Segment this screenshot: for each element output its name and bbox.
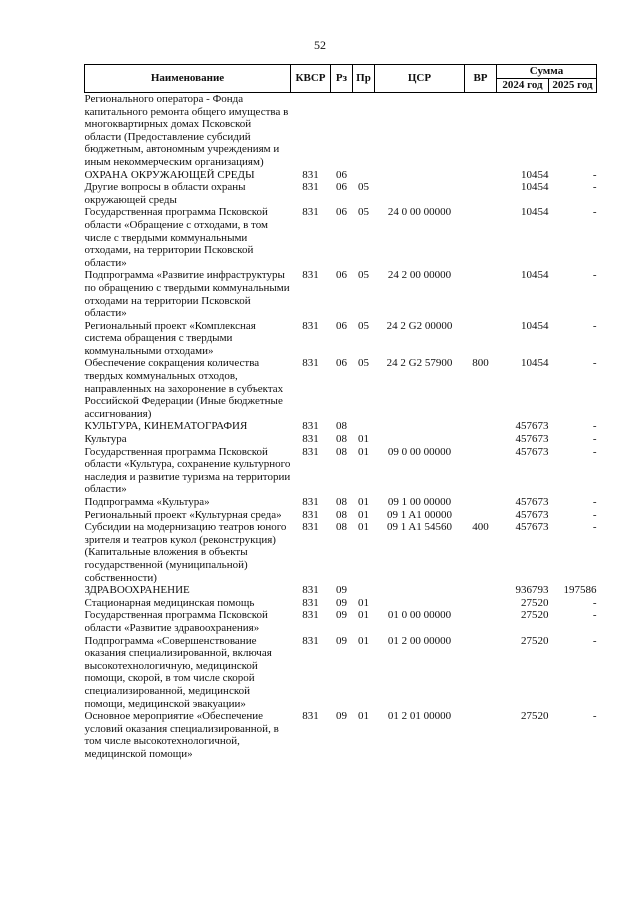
- budget-table: [84, 64, 597, 760]
- table-row: [85, 269, 597, 319]
- table-row: [85, 446, 597, 496]
- row-pr: [353, 584, 375, 597]
- row-csr: [375, 169, 465, 182]
- table-row: [85, 93, 597, 169]
- row-kvsr: 831: [302, 609, 319, 622]
- row-csr: [375, 420, 465, 433]
- row-name: Культура: [84, 433, 127, 446]
- row-sum-2025: -: [592, 357, 597, 370]
- row-csr: 24 2 G2 00000: [386, 319, 453, 332]
- row-pr: 05: [358, 206, 369, 219]
- table-row: [85, 206, 597, 269]
- row-vr: [465, 635, 497, 711]
- table-row: [85, 169, 597, 182]
- row-pr: 05: [358, 319, 369, 332]
- row-pr: 01: [358, 634, 369, 647]
- header-pr: Пр: [353, 65, 375, 93]
- row-pr: 01: [358, 445, 369, 458]
- row-csr: 24 2 G2 57900: [386, 357, 453, 370]
- row-sum-2025: -: [592, 206, 597, 219]
- row-sum-2024: 457673: [515, 521, 549, 534]
- row-vr: [465, 420, 497, 433]
- header-rz: Рз: [331, 65, 353, 93]
- table-row: [85, 496, 597, 509]
- row-pr: 05: [358, 269, 369, 282]
- row-sum-2024: 27520: [521, 710, 549, 723]
- row-sum-2025: -: [592, 445, 597, 458]
- table-row: [85, 710, 597, 760]
- row-pr: 05: [358, 181, 369, 194]
- row-name: ЗДРАВООХРАНЕНИЕ: [84, 584, 190, 597]
- row-sum-2024: 27520: [521, 634, 549, 647]
- row-sum-2025: -: [592, 609, 597, 622]
- row-name: Регионального оператора - Фонда капитального ремонта общего имущества в многоквартирных домах Псковской области (Предоставление субсидий бюджетным, автономным учреждениям и иным некоммерческим организациям): [84, 93, 289, 168]
- row-kvsr: 831: [302, 420, 319, 433]
- row-kvsr: 831: [302, 584, 319, 597]
- row-pr: 05: [358, 357, 369, 370]
- row-name: Обеспечение сокращения количества твердых коммунальных отходов, направленных на захоронение в субъектах Российской Федерации (Иные бюджетные ассигнования): [84, 357, 284, 420]
- row-name: КУЛЬТУРА, КИНЕМАТОГРАФИЯ: [84, 420, 248, 433]
- row-name: Стационарная медицинская помощь: [84, 596, 255, 609]
- row-csr: [375, 597, 465, 610]
- row-vr: [465, 320, 497, 358]
- header-year-2024: 2024 год: [497, 79, 549, 93]
- row-csr: [375, 433, 465, 446]
- row-vr: [465, 584, 497, 597]
- row-kvsr: 831: [302, 319, 319, 332]
- page-number: 52: [314, 38, 326, 52]
- row-vr: [465, 206, 497, 269]
- row-name: Региональный проект «Культурная среда»: [84, 508, 282, 521]
- row-pr: [353, 93, 375, 169]
- row-sum-2024: 457673: [515, 445, 549, 458]
- row-sum-2025: -: [592, 596, 597, 609]
- row-pr: 01: [358, 596, 369, 609]
- row-name: Региональный проект «Комплексная система обращения с твердыми коммунальными отходами»: [84, 319, 256, 357]
- row-sum-2025: -: [592, 521, 597, 534]
- header-csr: ЦСР: [375, 65, 465, 93]
- row-kvsr: 831: [302, 634, 319, 647]
- row-sum-2024: 457673: [515, 496, 549, 508]
- row-name: Подпрограмма «Развитие инфраструктуры по обращению с твердыми коммунальными отходами на территории Псковской области»: [84, 269, 290, 320]
- row-rz: 08: [336, 521, 347, 534]
- table-row: [85, 181, 597, 206]
- row-name: Основное мероприятие «Обеспечение условий оказания специализированной, в том числе высокотехнологичной, медицинской помощи»: [84, 710, 279, 760]
- row-kvsr: 831: [302, 521, 319, 534]
- row-vr: 400: [472, 521, 489, 534]
- row-vr: [465, 509, 497, 522]
- row-vr: [465, 609, 497, 634]
- row-kvsr: 831: [302, 206, 319, 219]
- row-sum-2024: 10454: [521, 206, 549, 219]
- row-rz: 09: [336, 634, 347, 647]
- row-kvsr: 831: [302, 168, 319, 181]
- row-vr: 800: [472, 357, 489, 370]
- row-sum-2025: -: [592, 319, 597, 332]
- row-pr: 01: [358, 496, 369, 508]
- header-kvsr: КВСР: [291, 65, 331, 93]
- row-kvsr: 831: [302, 596, 319, 609]
- row-sum-2025: -: [592, 433, 597, 446]
- row-csr: 24 2 00 00000: [387, 269, 452, 282]
- row-rz: 06: [336, 319, 347, 332]
- row-sum-2024: 457673: [515, 420, 549, 433]
- row-sum-2025: -: [592, 168, 597, 181]
- row-rz: 08: [336, 496, 347, 508]
- row-rz: 06: [336, 269, 347, 282]
- row-pr: 01: [358, 433, 369, 446]
- row-rz: 06: [336, 168, 347, 181]
- row-rz: 08: [336, 433, 347, 446]
- row-name: Субсидии на модернизацию театров юного зрителя и театров кукол (реконструкция) (Капитальные вложения в объекты государственной (муниципальной) собственности): [84, 521, 287, 584]
- row-kvsr: 831: [302, 357, 319, 370]
- row-csr: [375, 181, 465, 206]
- row-sum-2025: 197586: [563, 584, 597, 597]
- row-vr: [465, 446, 497, 496]
- row-pr: 01: [358, 710, 369, 723]
- table-row: [85, 635, 597, 711]
- row-sum-2025: -: [592, 496, 597, 508]
- row-rz: 06: [336, 357, 347, 370]
- row-name: Государственная программа Псковской области «Культура, сохранение культурного наследия и развитие туризма на территории области»: [84, 445, 291, 496]
- row-csr: 24 0 00 00000: [387, 206, 452, 219]
- row-pr: [353, 169, 375, 182]
- row-pr: 01: [358, 508, 369, 521]
- row-rz: 09: [336, 609, 347, 622]
- row-csr: 01 0 00 00000: [387, 609, 452, 622]
- row-csr: 01 2 01 00000: [387, 710, 452, 723]
- row-sum-2025: -: [592, 269, 597, 282]
- row-csr: [375, 584, 465, 597]
- row-sum-2024: 10454: [521, 269, 549, 282]
- table-row: [85, 609, 597, 634]
- row-kvsr: 831: [302, 445, 319, 458]
- row-csr: 09 1 00 00000: [387, 496, 452, 508]
- row-sum-2024: 457673: [515, 433, 549, 446]
- row-vr: [465, 93, 497, 169]
- row-sum-2024: 27520: [521, 609, 549, 622]
- row-name: Другие вопросы в области охраны окружающей среды: [84, 181, 246, 206]
- row-kvsr: 831: [302, 710, 319, 723]
- row-sum-2024: 457673: [515, 508, 549, 521]
- row-name: Государственная программа Псковской области «Развитие здравоохранения»: [84, 609, 268, 634]
- row-name: Подпрограмма «Совершенствование оказания специализированной, включая высокотехнологичную, медицинской помощи, скорой, в том числе скорой специализированной, медицинской помощи, медицинской эвакуации»: [84, 634, 272, 710]
- row-name: ОХРАНА ОКРУЖАЮЩЕЙ СРЕДЫ: [84, 168, 255, 181]
- row-vr: [465, 169, 497, 182]
- table-row: [85, 584, 597, 597]
- row-sum-2024: 10454: [521, 168, 549, 181]
- row-sum-2025: -: [592, 181, 597, 194]
- row-pr: 01: [358, 521, 369, 534]
- table-row: [85, 597, 597, 610]
- row-kvsr: 831: [302, 269, 319, 282]
- row-rz: 08: [336, 420, 347, 433]
- row-sum-2025: -: [592, 710, 597, 723]
- row-rz: 09: [336, 710, 347, 723]
- row-sum-2025: [549, 93, 597, 169]
- header-sum: Сумма: [497, 65, 597, 79]
- table-row: [85, 320, 597, 358]
- row-vr: [465, 496, 497, 509]
- row-csr: 01 2 00 00000: [387, 634, 452, 647]
- header-vr: ВР: [465, 65, 497, 93]
- table-row: [85, 509, 597, 522]
- row-sum-2025: -: [592, 508, 597, 521]
- row-vr: [465, 710, 497, 760]
- row-kvsr: 831: [302, 181, 319, 194]
- row-name: Государственная программа Псковской области «Обращение с отходами, в том числе с твердыми коммунальными отходами, на территории Псковской области»: [84, 206, 268, 269]
- row-vr: [465, 181, 497, 206]
- header-name: Наименование: [85, 65, 291, 93]
- row-csr: 09 0 00 00000: [387, 445, 452, 458]
- row-vr: [465, 269, 497, 319]
- row-sum-2025: -: [592, 634, 597, 647]
- row-name: Подпрограмма «Культура»: [84, 496, 210, 508]
- row-kvsr: 831: [302, 508, 319, 521]
- row-csr: [375, 93, 465, 169]
- row-vr: [465, 597, 497, 610]
- row-rz: [331, 93, 353, 169]
- header-year-2025: 2025 год: [549, 79, 597, 93]
- row-pr: 01: [358, 609, 369, 622]
- row-rz: 09: [336, 584, 347, 597]
- row-rz: 06: [336, 206, 347, 219]
- table-row: [85, 420, 597, 433]
- row-pr: [353, 420, 375, 433]
- row-rz: 08: [336, 445, 347, 458]
- row-vr: [465, 433, 497, 446]
- row-sum-2024: 10454: [521, 181, 549, 194]
- row-sum-2024: 27520: [521, 596, 549, 609]
- row-sum-2024: 936793: [515, 584, 549, 597]
- row-sum-2024: [497, 93, 549, 169]
- row-sum-2025: -: [592, 420, 597, 433]
- table-row: [85, 357, 597, 420]
- table-row: [85, 521, 597, 584]
- table-row: [85, 433, 597, 446]
- row-kvsr: [291, 93, 331, 169]
- table-header: [85, 65, 597, 93]
- row-csr: 09 1 A1 54560: [386, 521, 453, 534]
- table-body: [85, 93, 597, 761]
- row-kvsr: 831: [302, 433, 319, 446]
- row-sum-2024: 10454: [521, 319, 549, 332]
- row-kvsr: 831: [302, 496, 319, 508]
- row-rz: 08: [336, 508, 347, 521]
- row-csr: 09 1 A1 00000: [386, 508, 453, 521]
- row-sum-2024: 10454: [521, 357, 549, 370]
- row-rz: 09: [336, 596, 347, 609]
- row-rz: 06: [336, 181, 347, 194]
